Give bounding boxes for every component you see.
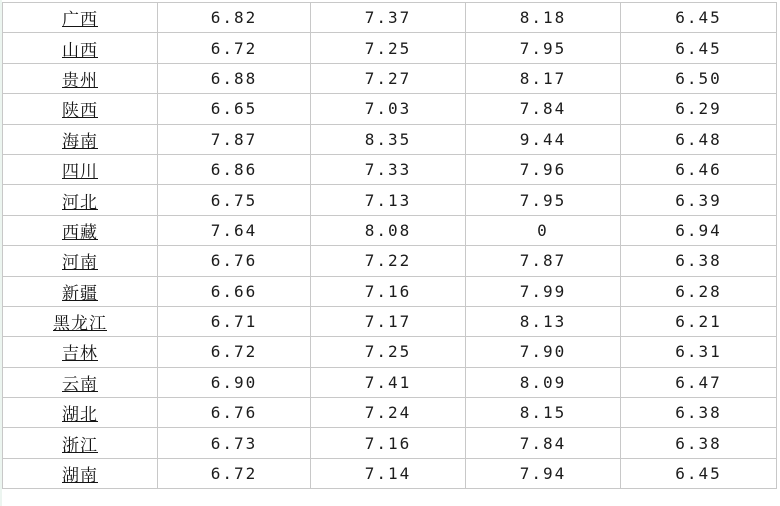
price-cell: 7.64 bbox=[158, 215, 311, 245]
price-cell: 7.87 bbox=[158, 124, 311, 154]
price-cell: 7.96 bbox=[466, 154, 621, 184]
price-cell: 6.29 bbox=[621, 94, 777, 124]
price-cell: 6.21 bbox=[621, 306, 777, 336]
province-link[interactable]: 湖北 bbox=[62, 405, 98, 426]
price-cell: 6.38 bbox=[621, 398, 777, 428]
price-cell: 6.75 bbox=[158, 185, 311, 215]
province-link[interactable]: 海南 bbox=[62, 131, 98, 152]
price-cell: 6.38 bbox=[621, 246, 777, 276]
province-cell bbox=[3, 3, 158, 33]
price-cell: 6.76 bbox=[158, 246, 311, 276]
price-cell: 6.50 bbox=[621, 63, 777, 93]
table-row bbox=[3, 246, 777, 276]
price-cell: 7.16 bbox=[311, 428, 466, 458]
price-cell: 6.45 bbox=[621, 33, 777, 63]
price-cell: 6.66 bbox=[158, 276, 311, 306]
price-cell: 8.09 bbox=[466, 367, 621, 397]
table-row bbox=[3, 154, 777, 184]
price-cell: 8.35 bbox=[311, 124, 466, 154]
price-cell: 6.38 bbox=[621, 428, 777, 458]
price-cell: 6.88 bbox=[158, 63, 311, 93]
price-cell: 7.41 bbox=[311, 367, 466, 397]
province-cell bbox=[3, 154, 158, 184]
price-cell: 7.03 bbox=[311, 94, 466, 124]
province-link[interactable]: 西藏 bbox=[62, 222, 98, 243]
table-row bbox=[3, 276, 777, 306]
price-cell: 6.46 bbox=[621, 154, 777, 184]
price-cell: 6.31 bbox=[621, 337, 777, 367]
price-cell: 7.13 bbox=[311, 185, 466, 215]
table-row bbox=[3, 337, 777, 367]
price-cell: 6.76 bbox=[158, 398, 311, 428]
price-cell: 6.72 bbox=[158, 33, 311, 63]
province-link[interactable]: 吉林 bbox=[62, 344, 98, 365]
price-cell: 7.27 bbox=[311, 63, 466, 93]
province-cell bbox=[3, 398, 158, 428]
price-cell: 7.25 bbox=[311, 337, 466, 367]
province-cell bbox=[3, 215, 158, 245]
province-link[interactable]: 广西 bbox=[62, 10, 98, 31]
price-cell: 6.39 bbox=[621, 185, 777, 215]
price-cell: 6.82 bbox=[158, 3, 311, 33]
price-cell: 7.16 bbox=[311, 276, 466, 306]
province-link[interactable]: 河南 bbox=[62, 253, 98, 274]
province-link[interactable]: 四川 bbox=[62, 162, 98, 183]
province-link[interactable]: 陕西 bbox=[62, 101, 98, 122]
province-cell bbox=[3, 337, 158, 367]
price-cell: 8.08 bbox=[311, 215, 466, 245]
province-cell bbox=[3, 185, 158, 215]
province-cell bbox=[3, 306, 158, 336]
table-row bbox=[3, 306, 777, 336]
price-cell: 7.17 bbox=[311, 306, 466, 336]
price-cell: 6.90 bbox=[158, 367, 311, 397]
price-cell: 9.44 bbox=[466, 124, 621, 154]
province-cell bbox=[3, 276, 158, 306]
table-body bbox=[3, 3, 777, 489]
price-cell: 8.18 bbox=[466, 3, 621, 33]
province-link[interactable]: 新疆 bbox=[62, 283, 98, 304]
province-cell bbox=[3, 63, 158, 93]
price-cell: 7.24 bbox=[311, 398, 466, 428]
price-cell: 7.33 bbox=[311, 154, 466, 184]
price-cell: 7.99 bbox=[466, 276, 621, 306]
province-link[interactable]: 山西 bbox=[62, 40, 98, 61]
province-link[interactable]: 湖南 bbox=[62, 466, 98, 487]
price-cell: 6.94 bbox=[621, 215, 777, 245]
table-row bbox=[3, 458, 777, 488]
price-cell: 6.28 bbox=[621, 276, 777, 306]
price-cell: 6.71 bbox=[158, 306, 311, 336]
price-cell: 6.86 bbox=[158, 154, 311, 184]
province-cell bbox=[3, 124, 158, 154]
fuel-price-table bbox=[2, 2, 777, 489]
province-link[interactable]: 黑龙江 bbox=[53, 314, 107, 335]
price-cell: 6.45 bbox=[621, 3, 777, 33]
price-cell: 7.22 bbox=[311, 246, 466, 276]
table-row bbox=[3, 185, 777, 215]
price-cell: 7.14 bbox=[311, 458, 466, 488]
price-cell: 7.37 bbox=[311, 3, 466, 33]
table-row bbox=[3, 428, 777, 458]
price-cell: 8.17 bbox=[466, 63, 621, 93]
price-cell: 7.95 bbox=[466, 185, 621, 215]
price-cell: 6.45 bbox=[621, 458, 777, 488]
price-cell: 0 bbox=[466, 215, 621, 245]
table-row bbox=[3, 124, 777, 154]
price-cell: 7.25 bbox=[311, 33, 466, 63]
price-cell: 7.87 bbox=[466, 246, 621, 276]
price-cell: 8.13 bbox=[466, 306, 621, 336]
province-cell bbox=[3, 428, 158, 458]
price-cell: 6.73 bbox=[158, 428, 311, 458]
table-row bbox=[3, 367, 777, 397]
table-row bbox=[3, 3, 777, 33]
province-cell bbox=[3, 458, 158, 488]
table-row bbox=[3, 63, 777, 93]
province-cell bbox=[3, 33, 158, 63]
price-cell: 7.84 bbox=[466, 428, 621, 458]
table-row bbox=[3, 94, 777, 124]
province-cell bbox=[3, 367, 158, 397]
price-cell: 6.72 bbox=[158, 458, 311, 488]
price-cell: 8.15 bbox=[466, 398, 621, 428]
province-link[interactable]: 云南 bbox=[62, 374, 98, 395]
price-cell: 6.72 bbox=[158, 337, 311, 367]
price-cell: 7.90 bbox=[466, 337, 621, 367]
price-cell: 6.47 bbox=[621, 367, 777, 397]
province-link[interactable]: 河北 bbox=[62, 192, 98, 213]
price-cell: 6.48 bbox=[621, 124, 777, 154]
price-cell: 6.65 bbox=[158, 94, 311, 124]
price-cell: 7.94 bbox=[466, 458, 621, 488]
table-row bbox=[3, 215, 777, 245]
province-link[interactable]: 贵州 bbox=[62, 70, 98, 91]
price-cell: 7.84 bbox=[466, 94, 621, 124]
price-cell: 7.95 bbox=[466, 33, 621, 63]
table-row bbox=[3, 33, 777, 63]
province-link[interactable]: 浙江 bbox=[62, 435, 98, 456]
province-cell bbox=[3, 94, 158, 124]
province-cell bbox=[3, 246, 158, 276]
table-row bbox=[3, 398, 777, 428]
